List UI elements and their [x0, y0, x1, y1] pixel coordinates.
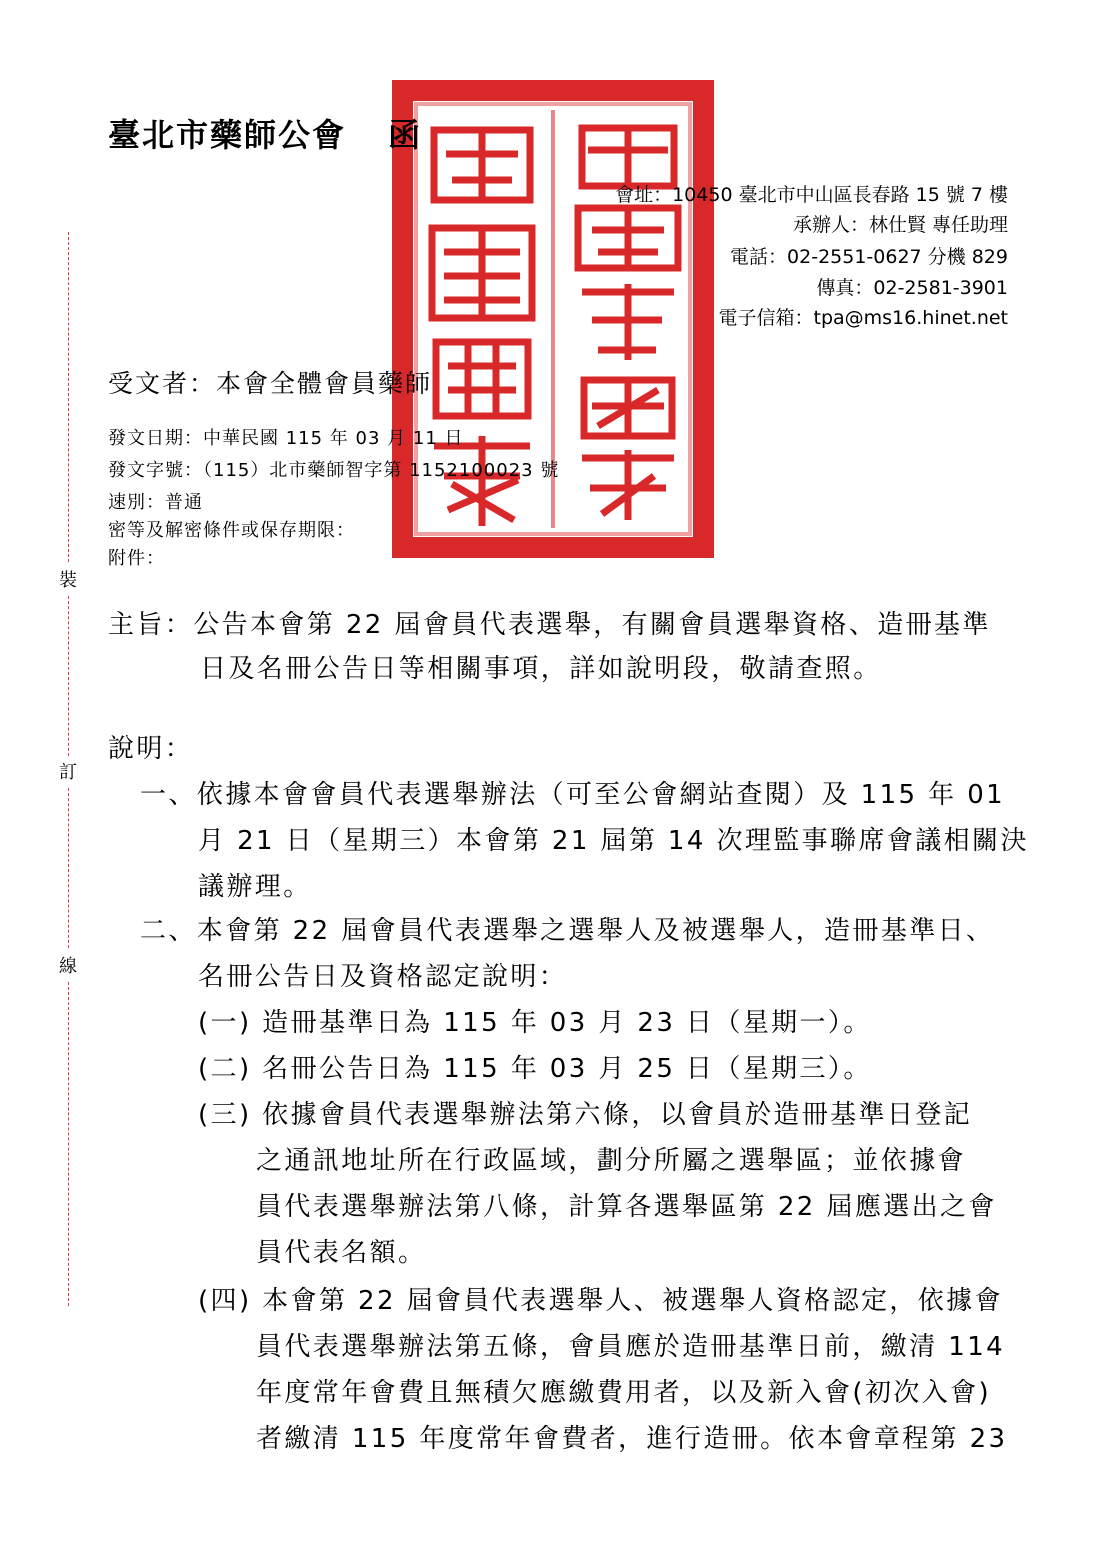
- subject-line-1: 主旨：公告本會第 22 屆會員代表選舉，有關會員選舉資格、造冊基準: [108, 610, 991, 640]
- binding-line-bottom: [68, 982, 69, 1306]
- contact-fax: 傳真：02-2581-3901: [816, 277, 1008, 299]
- sub-item-3-line-4: 員代表名額。: [256, 1238, 427, 1268]
- attachments: 附件：: [108, 548, 165, 569]
- explanation-heading: 說明：: [108, 734, 194, 764]
- subject-line-2: 日及名冊公告日等相關事項，詳如說明段，敬請查照。: [200, 654, 882, 684]
- sub-item-4-line-3: 年度常年會費且無積欠應繳費用者，以及新入會(初次入會): [256, 1378, 992, 1408]
- binding-line-mid1: [68, 596, 69, 756]
- official-seal-stamp: [392, 80, 714, 558]
- binding-mark-zhuang: 裝: [59, 570, 77, 591]
- delivery-speed: 速別：普通: [108, 492, 203, 513]
- recipient: 受文者：本會全體會員藥師: [108, 369, 433, 398]
- binding-mark-ding: 訂: [59, 762, 77, 783]
- item-2-line-1: 二、本會第 22 屆會員代表選舉之選舉人及被選舉人，造冊基準日、: [140, 916, 995, 946]
- document-header: [108, 110, 422, 156]
- sub-item-3-line-1: (三) 依據會員代表選舉辦法第六條，以會員於造冊基準日登記: [198, 1100, 973, 1130]
- issue-date: 發文日期：中華民國 115 年 03 月 11 日: [108, 428, 464, 449]
- binding-line-top: [68, 232, 69, 562]
- item-1-line-2: 月 21 日（星期三）本會第 21 屆第 14 次理監事聯席會議相關決: [198, 826, 1029, 856]
- sub-item-3-line-2: 之通訊地址所在行政區域，劃分所屬之選舉區；並依據會: [256, 1146, 967, 1176]
- document-number: 發文字號：（115）北市藥師智字第 1152100023 號: [108, 460, 560, 481]
- item-2-line-2: 名冊公告日及資格認定說明：: [198, 962, 568, 992]
- binding-line-mid2: [68, 788, 69, 948]
- sub-item-4-line-4: 者繳清 115 年度常年會費者，進行造冊。依本會章程第 23: [256, 1424, 1008, 1454]
- sub-item-4-line-1: (四) 本會第 22 屆會員代表選舉人、被選舉人資格認定，依據會: [198, 1286, 1003, 1316]
- sub-item-2: (二) 名冊公告日為 115 年 03 月 25 日（星期三）。: [198, 1054, 872, 1084]
- sub-item-3-line-3: 員代表選舉辦法第八條，計算各選舉區第 22 屆應選出之會: [256, 1192, 997, 1222]
- secrecy-level: 密等及解密條件或保存期限：: [108, 520, 355, 541]
- contact-email: 電子信箱：tpa@ms16.hinet.net: [718, 307, 1008, 329]
- item-1-line-3: 議辦理。: [198, 872, 312, 902]
- sub-item-4-line-2: 員代表選舉辦法第五條，會員應於造冊基準日前，繳清 114: [256, 1332, 1006, 1362]
- contact-handler: 承辦人：林仕賢 專任助理: [792, 214, 1008, 236]
- document-type: 函: [388, 116, 423, 154]
- sub-item-1: (一) 造冊基準日為 115 年 03 月 23 日（星期一）。: [198, 1008, 872, 1038]
- binding-mark-xian: 線: [59, 956, 77, 977]
- item-1-line-1: 一、依據本會會員代表選舉辦法（可至公會網站查閱）及 115 年 01: [140, 780, 1006, 810]
- org-name: 臺北市藥師公會: [108, 116, 347, 154]
- contact-phone: 電話：02-2551-0627 分機 829: [730, 246, 1008, 268]
- contact-address: 會址：10450 臺北市中山區長春路 15 號 7 樓: [615, 184, 1008, 206]
